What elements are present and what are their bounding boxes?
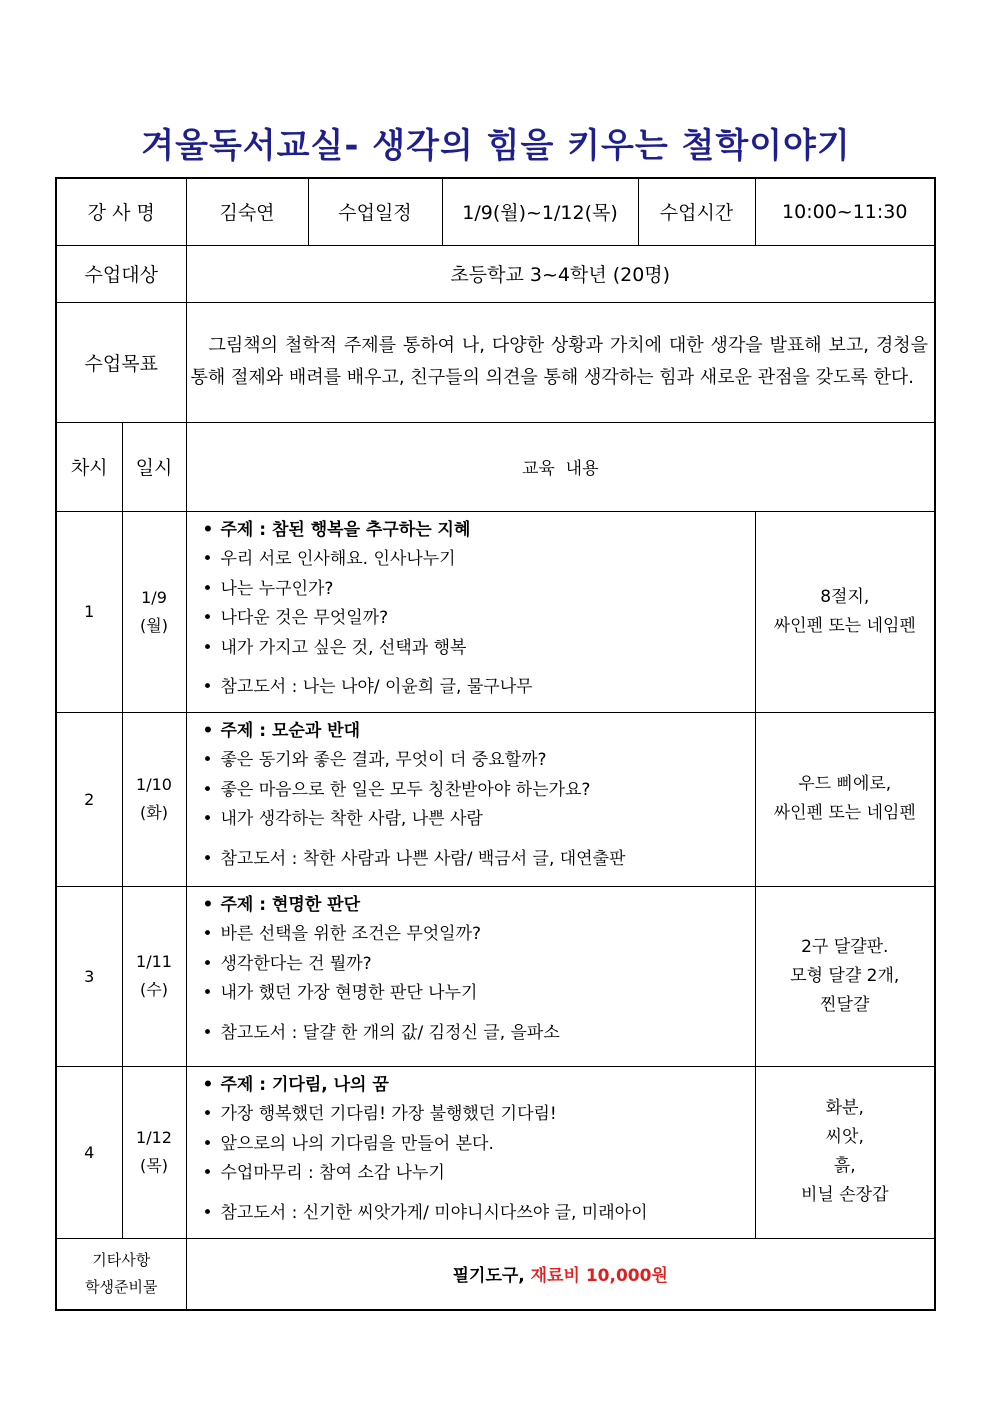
session-content bbox=[186, 712, 755, 886]
schedule-value: 1/9(월)~1/12(목) bbox=[442, 178, 638, 245]
session-content bbox=[186, 886, 755, 1066]
material-item: 찐달걀 bbox=[820, 994, 870, 1015]
session-materials bbox=[755, 1066, 935, 1238]
session-row bbox=[56, 511, 935, 712]
etc-label-line2: 학생준비물 bbox=[85, 1277, 158, 1296]
session-date bbox=[122, 1066, 186, 1238]
time-label: 수업시간 bbox=[638, 178, 755, 245]
session-topic: • 주제 : 현명한 판단 bbox=[201, 891, 747, 921]
session-date bbox=[122, 886, 186, 1066]
material-item: 화분, bbox=[825, 1098, 864, 1118]
session-materials bbox=[755, 511, 935, 712]
session-day: (수) bbox=[140, 980, 168, 999]
session-date bbox=[122, 511, 186, 712]
session-item: • 생각한다는 건 뭘까? bbox=[201, 950, 747, 980]
session-date-value: 1/12 bbox=[136, 1128, 172, 1147]
course-table bbox=[55, 177, 936, 1311]
session-topic: • 주제 : 기다림, 나의 꿈 bbox=[201, 1071, 747, 1101]
session-day: (목) bbox=[140, 1156, 168, 1175]
session-item: • 내가 했던 가장 현명한 판단 나누기 bbox=[201, 979, 747, 1009]
material-item: 싸인펜 또는 네임펜 bbox=[773, 803, 916, 823]
material-fee: 재료비 10,000원 bbox=[530, 1266, 668, 1287]
instructor-name: 김숙연 bbox=[186, 178, 308, 245]
session-item: • 가장 행복했던 기다림! 가장 불행했던 기다림! bbox=[201, 1100, 747, 1130]
etc-label bbox=[56, 1238, 186, 1310]
goal-paragraph: 그림책의 철학적 주제를 통하여 나, 다양한 상황과 가치에 대한 생각을 발표해 보고, 경청을 통해 절제와 배려를 배우고, 친구들의 의견을 통해 생각하는 힘과 새로운 관점을 갖도록 한다. bbox=[190, 335, 928, 388]
session-item: • 내가 가지고 싶은 것, 선택과 행복 bbox=[201, 634, 747, 664]
session-materials bbox=[755, 712, 935, 886]
material-item: 싸인펜 또는 네임펜 bbox=[773, 615, 916, 636]
session-item: • 앞으로의 나의 기다림을 만들어 본다. bbox=[201, 1130, 747, 1160]
time-value: 10:00~11:30 bbox=[755, 178, 935, 245]
material-item: 우드 삐에로, bbox=[798, 774, 892, 794]
session-item: • 내가 생각하는 착한 사람, 나쁜 사람 bbox=[201, 805, 747, 835]
session-number: 4 bbox=[56, 1066, 122, 1238]
session-item: • 좋은 동기와 좋은 결과, 무엇이 더 중요할까? bbox=[201, 746, 747, 776]
etc-label-line1: 기타사항 bbox=[92, 1250, 151, 1269]
material-item: 비닐 손장갑 bbox=[800, 1185, 889, 1205]
session-item: • 나다운 것은 무엇일까? bbox=[201, 604, 747, 634]
session-date bbox=[122, 712, 186, 886]
session-reference: • 참고도서 : 나는 나야/ 이윤희 글, 물구나무 bbox=[201, 673, 747, 703]
session-content bbox=[186, 511, 755, 712]
session-item: • 나는 누구인가? bbox=[201, 575, 747, 605]
supplies-value bbox=[186, 1238, 935, 1310]
material-item: 2구 달걀판. bbox=[801, 936, 889, 957]
session-number: 1 bbox=[56, 511, 122, 712]
target-value: 초등학교 3~4학년 (20명) bbox=[186, 245, 935, 302]
content-header: 교육 내용 bbox=[186, 422, 935, 511]
instructor-label: 강 사 명 bbox=[56, 178, 186, 245]
session-item: • 좋은 마음으로 한 일은 모두 칭찬받아야 하는가요? bbox=[201, 776, 747, 806]
session-item: • 수업마무리 : 참여 소감 나누기 bbox=[201, 1159, 747, 1189]
date-header: 일시 bbox=[122, 422, 186, 511]
session-day: (월) bbox=[140, 615, 168, 635]
session-row bbox=[56, 712, 935, 886]
session-date-value: 1/9 bbox=[141, 587, 167, 607]
material-item: 씨앗, bbox=[825, 1127, 864, 1147]
goal-text bbox=[186, 302, 935, 422]
material-item: 8절지, bbox=[820, 586, 870, 607]
goal-label: 수업목표 bbox=[56, 302, 186, 422]
session-item: • 우리 서로 인사해요. 인사나누기 bbox=[201, 545, 747, 575]
page-title: 겨울독서교실- 생각의 힘을 키우는 철학이야기 bbox=[141, 126, 851, 166]
session-day: (화) bbox=[140, 803, 168, 822]
session-content bbox=[186, 1066, 755, 1238]
supplies-text: 필기도구, bbox=[452, 1266, 531, 1287]
session-item: • 바른 선택을 위한 조건은 무엇일까? bbox=[201, 920, 747, 950]
schedule-label: 수업일정 bbox=[308, 178, 442, 245]
session-date-value: 1/11 bbox=[136, 952, 172, 971]
material-item: 흙, bbox=[833, 1156, 856, 1176]
session-reference: • 참고도서 : 신기한 씨앗가게/ 미야니시다쓰야 글, 미래아이 bbox=[201, 1199, 747, 1229]
session-number: 3 bbox=[56, 886, 122, 1066]
session-header: 차시 bbox=[56, 422, 122, 511]
session-topic: • 주제 : 참된 행복을 추구하는 지혜 bbox=[201, 516, 747, 546]
material-item: 모형 달걀 2개, bbox=[790, 965, 900, 986]
session-row bbox=[56, 886, 935, 1066]
session-number: 2 bbox=[56, 712, 122, 886]
session-materials bbox=[755, 886, 935, 1066]
target-label: 수업대상 bbox=[56, 245, 186, 302]
session-row bbox=[56, 1066, 935, 1238]
session-date-value: 1/10 bbox=[136, 775, 172, 794]
session-reference: • 참고도서 : 달걀 한 개의 값/ 김정신 글, 을파소 bbox=[201, 1019, 747, 1049]
session-topic: • 주제 : 모순과 반대 bbox=[201, 717, 747, 747]
session-reference: • 참고도서 : 착한 사람과 나쁜 사람/ 백금서 글, 대연출판 bbox=[201, 845, 747, 875]
